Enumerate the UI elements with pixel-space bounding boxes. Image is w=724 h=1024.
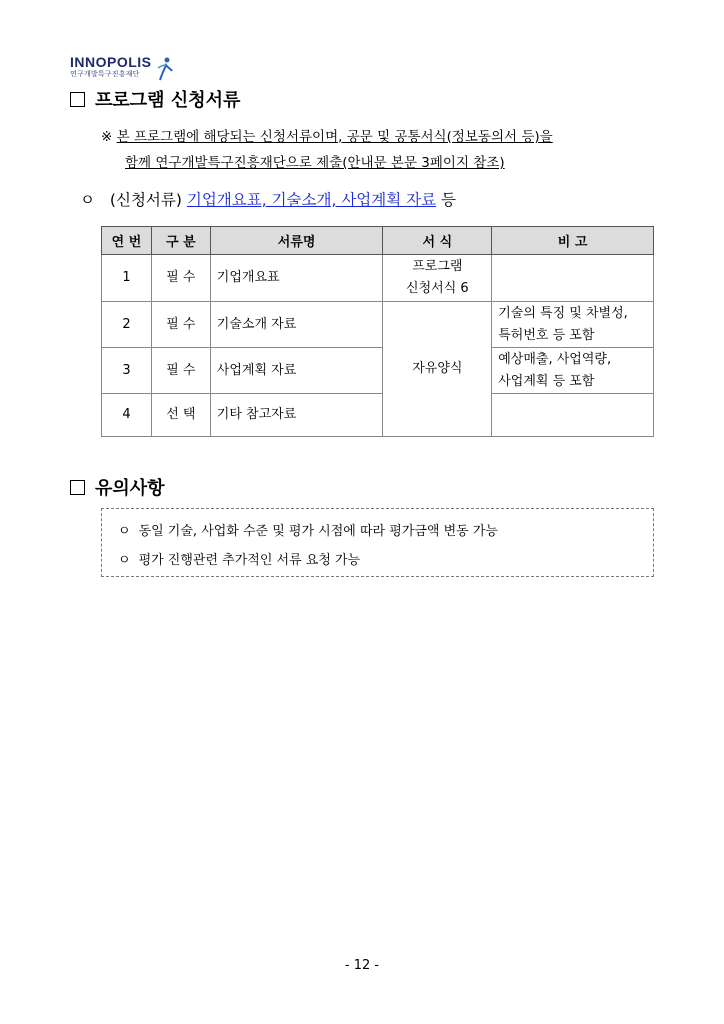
remark-line-1: 기술의 특징 및 차별성, <box>498 305 628 321</box>
logo-wordmark: INNOPOLIS <box>70 54 152 70</box>
header-no: 연 번 <box>102 227 152 255</box>
cell-doc-name: 기업개요표 <box>210 255 383 302</box>
cell-remark <box>492 302 654 348</box>
logo-subtitle: 연구개발특구진흥재단 <box>70 70 140 78</box>
checkbox-square-icon <box>70 480 85 495</box>
cell-remark <box>492 348 654 394</box>
bullet-circle: ㅇ <box>118 553 131 568</box>
table-row <box>102 302 654 348</box>
cell-format <box>383 255 492 302</box>
section-title-text: 유의사항 <box>95 478 165 499</box>
table-header-row <box>102 227 654 255</box>
reference-mark: ※ <box>101 129 113 145</box>
page-number: - 12 - <box>344 958 380 973</box>
note-text-1: 본 프로그램에 해당되는 신청서류이며, 공문 및 공통서식(정보동의서 등)을 <box>116 129 553 145</box>
remark-line-1: 예상매출, 사업역량, <box>498 351 612 367</box>
header-format: 서 식 <box>383 227 492 255</box>
cell-no: 2 <box>102 302 152 348</box>
header-doc-name: 서류명 <box>210 227 383 255</box>
caution-text: 동일 기술, 사업화 수준 및 평가 시점에 따라 평가금액 변동 가능 <box>138 524 498 539</box>
logo-runner-icon <box>154 56 174 82</box>
remark-line-2: 특허번호 등 포함 <box>498 327 595 343</box>
cell-format-merged: 자유양식 <box>383 302 492 437</box>
table-row <box>102 255 654 302</box>
remark-line-2: 사업계획 등 포함 <box>498 373 595 389</box>
header-type: 구 분 <box>151 227 210 255</box>
header-remark: 비 고 <box>492 227 654 255</box>
innopolis-logo <box>70 54 180 84</box>
cautions-box <box>101 508 654 577</box>
docs-suffix: 등 <box>441 191 457 209</box>
checkbox-square-icon <box>70 92 85 107</box>
note-line-2 <box>101 150 661 176</box>
cell-no: 3 <box>102 348 152 394</box>
list-item <box>118 549 360 568</box>
section-title-application-docs <box>70 86 240 112</box>
docs-highlight: 기업개요표, 기술소개, 사업계획 자료 <box>186 191 437 209</box>
note-line-1 <box>101 124 661 150</box>
bullet-circle: ㅇ <box>80 191 95 209</box>
caution-text: 평가 진행관련 추가적인 서류 요청 가능 <box>138 553 361 568</box>
table-row <box>102 348 654 394</box>
cell-type: 필 수 <box>151 302 210 348</box>
cell-doc-name: 기타 참고자료 <box>210 394 383 437</box>
note-text-2: 함께 연구개발특구진흥재단으로 제출(안내문 본문 3페이지 참조) <box>125 155 505 171</box>
section-title-cautions <box>70 474 165 500</box>
documents-table <box>101 226 654 437</box>
cell-remark <box>492 394 654 437</box>
docs-label: (신청서류) <box>109 191 182 209</box>
cell-no: 1 <box>102 255 152 302</box>
bullet-circle: ㅇ <box>118 524 131 539</box>
list-item <box>118 520 498 539</box>
format-line-2: 신청서식 6 <box>406 281 469 296</box>
section-title-text: 프로그램 신청서류 <box>95 90 241 111</box>
cell-no: 4 <box>102 394 152 437</box>
cell-remark <box>492 255 654 302</box>
required-docs-line <box>80 188 456 210</box>
cell-type: 필 수 <box>151 348 210 394</box>
cell-type: 선 택 <box>151 394 210 437</box>
table-row <box>102 394 654 437</box>
submission-note <box>101 124 661 176</box>
cell-doc-name: 기술소개 자료 <box>210 302 383 348</box>
format-line-1: 프로그램 <box>412 259 463 274</box>
cell-doc-name: 사업계획 자료 <box>210 348 383 394</box>
cell-type: 필 수 <box>151 255 210 302</box>
